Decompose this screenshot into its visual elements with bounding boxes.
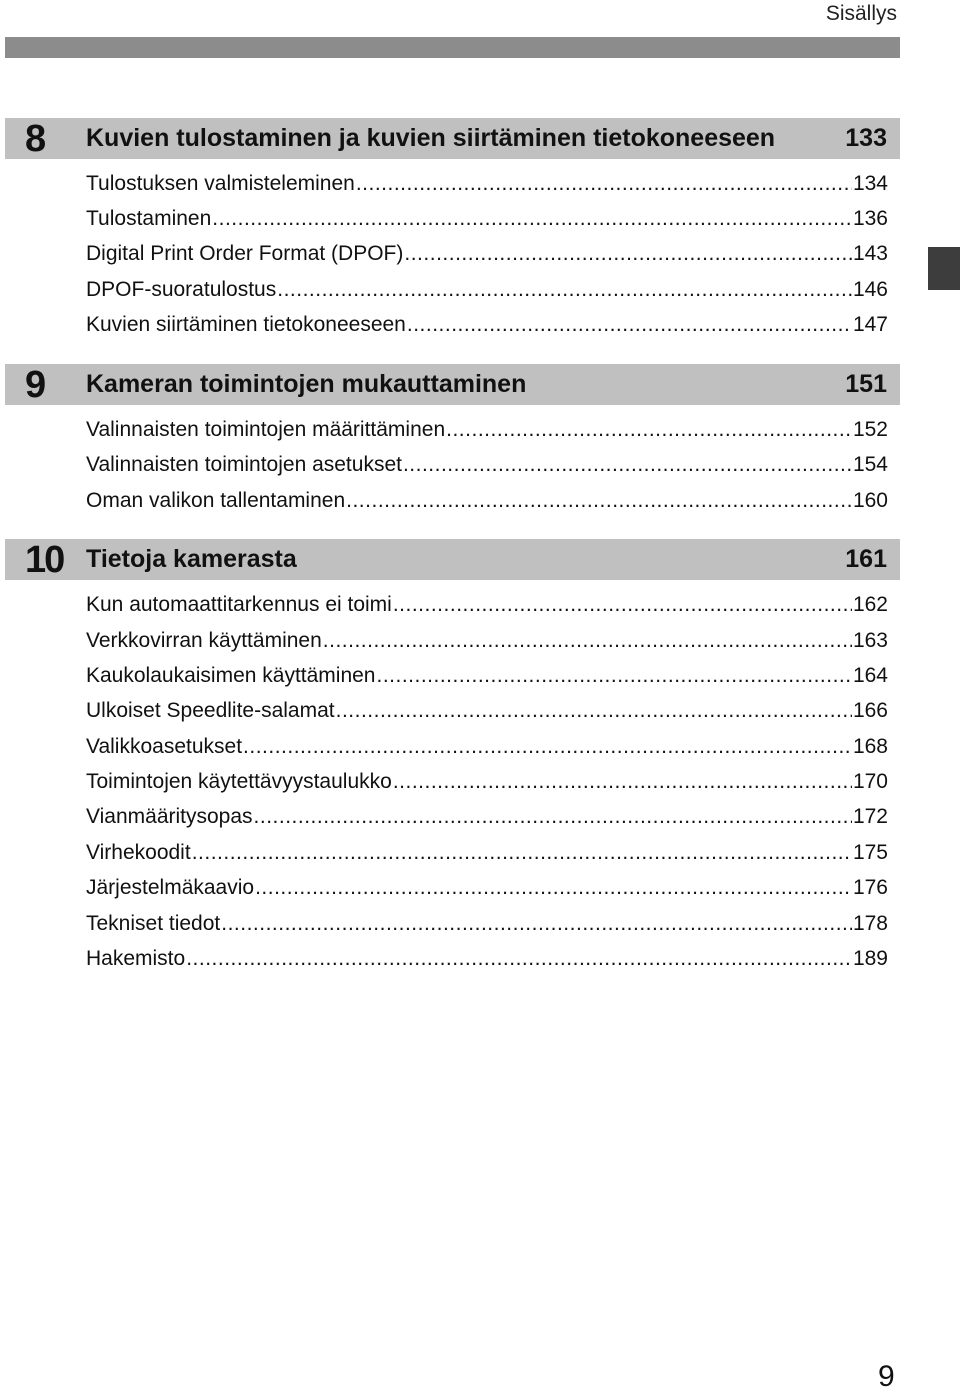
chapter-number: 8 [25,118,45,160]
toc-entry-label: Hakemisto [86,947,186,970]
dot-leader [212,204,852,234]
toc-entry-label: Järjestelmäkaavio [86,876,255,899]
dot-leader [254,802,852,832]
dot-leader [346,486,852,516]
toc-entry-page: 189 [852,947,888,970]
toc-entry-page: 163 [852,629,888,652]
toc-entry-page: 143 [852,242,888,265]
toc-entry-label: Tulostaminen [86,207,212,230]
toc-entry-page: 168 [852,735,888,758]
toc-entry-label: Kaukolaukaisimen käyttäminen [86,664,376,687]
toc-entry[interactable] [86,873,888,903]
header-rule [5,37,900,58]
dot-leader [221,909,852,939]
dot-leader [356,169,852,199]
dot-leader [407,310,852,340]
toc-entry-page: 166 [852,699,888,722]
dot-leader [393,590,852,620]
chapter-heading-8[interactable] [5,118,900,159]
dot-leader [446,415,852,445]
toc-entry-page: 172 [852,805,888,828]
dot-leader [277,275,852,305]
toc-entry[interactable] [86,415,888,445]
chapter-page: 161 [845,545,887,573]
toc-entry-label: Valikkoasetukset [86,735,243,758]
dot-leader [403,450,852,480]
toc-entry-page: 160 [852,489,888,512]
toc-entry[interactable] [86,204,888,234]
chapter-title: Kuvien tulostaminen ja kuvien siirtäminen tietokoneeseen [86,124,776,152]
chapter-title: Tietoja kamerasta [86,545,297,573]
toc-entry-label: Tekniset tiedot [86,912,221,935]
toc-entry-label: Toimintojen käytettävyystaulukko [86,770,392,793]
dot-leader [192,838,852,868]
toc-entry-page: 162 [852,593,888,616]
toc-entry-label: Vianmääritysopas [86,805,253,828]
toc-entry[interactable] [86,732,888,762]
toc-entry[interactable] [86,486,888,516]
toc-entry[interactable] [86,169,888,199]
toc-entry-page: 146 [852,278,888,301]
toc-entry-page: 147 [852,313,888,336]
chapter-heading-9[interactable] [5,364,900,405]
toc-entry-label: Oman valikon tallentaminen [86,489,346,512]
toc-entry[interactable] [86,944,888,974]
toc-entry-page: 170 [852,770,888,793]
toc-entry[interactable] [86,909,888,939]
toc-entry-label: Valinnaisten toimintojen asetukset [86,453,402,476]
dot-leader [404,239,852,269]
chapter-page: 133 [845,124,887,152]
dot-leader [377,661,852,691]
chapter-number: 9 [25,364,45,406]
toc-entry-page: 164 [852,664,888,687]
chapter-heading-10[interactable] [5,539,900,580]
chapter-number: 10 [25,539,64,581]
toc-entry[interactable] [86,802,888,832]
toc-entry-label: Valinnaisten toimintojen määrittäminen [86,418,446,441]
running-head: Sisällys [825,2,897,25]
toc-entry-page: 154 [852,453,888,476]
toc-entry[interactable] [86,275,888,305]
toc-entry-label: Verkkovirran käyttäminen [86,629,322,652]
toc-entry[interactable] [86,661,888,691]
toc-entry[interactable] [86,696,888,726]
toc-entry-label: Ulkoiset Speedlite-salamat [86,699,335,722]
chapter-edge-tab [928,247,960,290]
toc-entry[interactable] [86,767,888,797]
chapter-page: 151 [845,370,887,398]
page-number: 9 [878,1360,895,1393]
dot-leader [393,767,852,797]
dot-leader [243,732,852,762]
dot-leader [323,626,852,656]
toc-entry[interactable] [86,450,888,480]
toc-entry[interactable] [86,239,888,269]
chapter-title: Kameran toimintojen mukauttaminen [86,370,527,398]
toc-entry-page: 134 [852,172,888,195]
toc-entry-label: DPOF-suoratulostus [86,278,277,301]
toc-entry-label: Kuvien siirtäminen tietokoneeseen [86,313,406,336]
dot-leader [186,944,852,974]
toc-entry-page: 175 [852,841,888,864]
toc-entry-page: 136 [852,207,888,230]
toc-entry[interactable] [86,838,888,868]
toc-entry-page: 176 [852,876,888,899]
toc-entry-label: Kun automaattitarkennus ei toimi [86,593,392,616]
toc-entry[interactable] [86,626,888,656]
toc-entry-page: 178 [852,912,888,935]
toc-entry[interactable] [86,310,888,340]
toc-entry[interactable] [86,590,888,620]
toc-entry-page: 152 [852,418,888,441]
dot-leader [255,873,852,903]
dot-leader [336,696,852,726]
toc-entry-label: Digital Print Order Format (DPOF) [86,242,404,265]
toc-entry-label: Tulostuksen valmisteleminen [86,172,355,195]
toc-entry-label: Virhekoodit [86,841,191,864]
